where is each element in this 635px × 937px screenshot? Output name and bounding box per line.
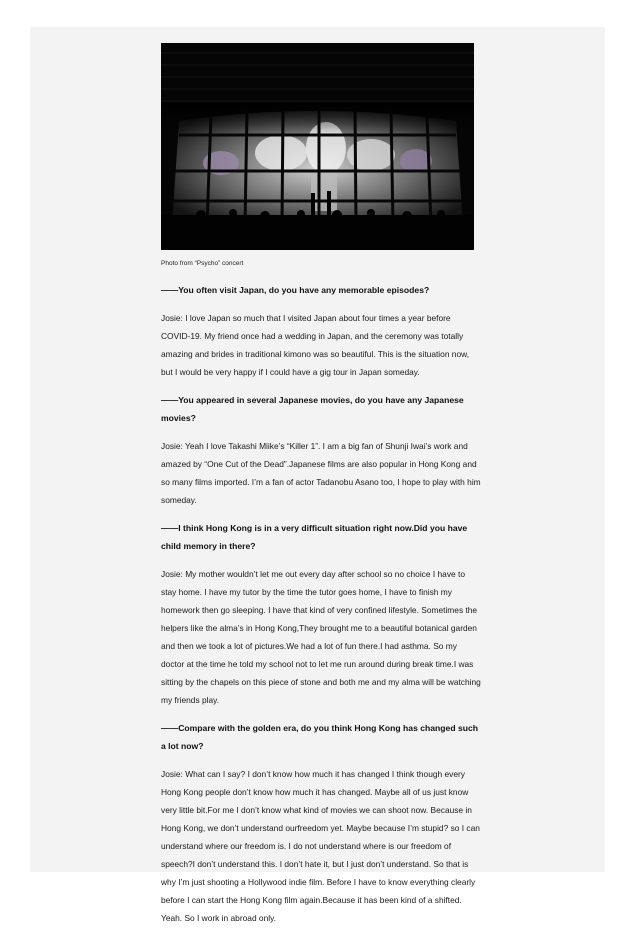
photo-caption: Photo from “Psycho” concert [161,260,244,267]
interview-question-1: ——You often visit Japan, do you have any memorable episodes? [161,285,430,295]
interview-question-4: ——Compare with the golden era, do you think Hong Kong has changed such a lot now? [161,723,479,751]
interview-question-3: ——I think Hong Kong is in a very difficult situation right now.Did you have child memory in there? [161,523,468,551]
interview-question-2: ——You appeared in several Japanese movies, do you have any Japanese movies? [161,395,464,423]
article-page [30,27,605,923]
concert-photo [161,43,474,250]
interview-answer-2: Josie: Yeah I love Takashi Miike’s “Killer 1”. I am a big fan of Shunji Iwai’s work and amazed by “One Cut of the Dead”.Japanese films are also popular in Hong Kong and so many films imported. I’m a fan of actor Tadanobu Asano too, I hope to play with him someday. [161,441,481,505]
interview-answer-4: Josie: What can I say? I don’t know how much it has changed I think though every Hong Kong people don’t know how much it has changed. Maybe all of us just know very little bit.For me I don’t know what kind of movies we can shoot now. Because in Hong Kong, we don’t understand ourfreedom yet. Maybe because I’m stupid? so I can understand where our freedom is. I do not understand where is our freedom of speech?I don’t understand this. I don’t hate it, but I just don’t understand. So that is why I’m just shooting a Hollywood indie film. Before I have to know everything clearly before I can start the Hong Kong film again.Because it has been kind of a shifted. Yeah. So I work in abroad only. [161,769,480,923]
interview-body [161,281,481,937]
interview-answer-3: Josie: My mother wouldn’t let me out every day after school so no choice I have to stay home. I have my tutor by the time the tutor goes home, I have to finish my homework then go sleeping. I have that kind of very confined lifestyle. Sometimes the helpers like the alma’s in Hong Kong,They brought me to a beautiful botanical garden and then we took a lot of pictures.We had a lot of fun there.I had asthma. So my doctor at the time he told my school not to let me run around during break time.I was sitting by the chapels on this piece of stone and both me and my alma will be watching my friends play. [161,569,481,705]
concert-photo-image [161,43,474,250]
interview-answer-1: Josie: I love Japan so much that I visited Japan about four times a year before COVID-19. My friend once had a wedding in Japan, and the ceremony was totally amazing and brides in traditional kimono was so beautiful. This is the situation now, but I would be very happy if I could have a gig tour in Japan someday. [161,313,470,377]
